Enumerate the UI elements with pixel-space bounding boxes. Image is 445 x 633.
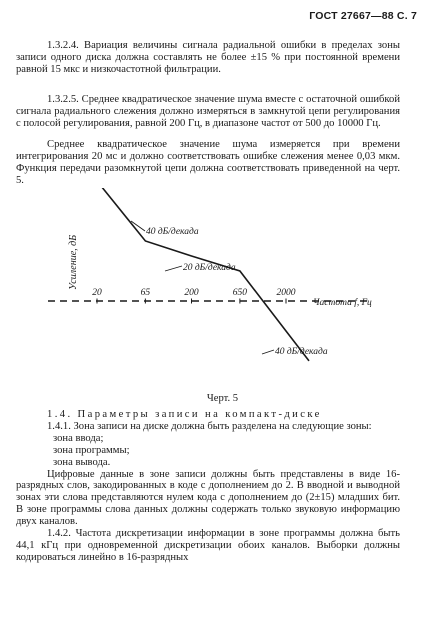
para-1-4-2: 1.4.2. Частота дискретизации информации в зоне программы должна быть 44,1 кГц при одновременной дискретизации обоих каналов. Выборки должны кодироваться линейно в 16-разрядных bbox=[16, 528, 400, 563]
list-item: зона программы; bbox=[53, 444, 130, 456]
para-1-4-1: 1.4.1. Зона записи на диске должна быть разделена на следующие зоны: bbox=[47, 420, 372, 432]
annotation-leader-3 bbox=[262, 350, 274, 354]
para-1-3-2-4: 1.3.2.4. Вариация величины сигнала радиальной ошибки в пределах зоны записи одного диска должна составлять не более ±15 % при постоянной времени равной 15 мкс и низкочастотной фильтрации. bbox=[16, 40, 400, 75]
annotation-slope-2: 20 дБ/декада bbox=[183, 263, 236, 273]
para-noise: Среднее квадратическое значение шума измеряется при времени интегрирования 20 мс и должно соответствовать ошибке слежения менее 0,03 мкм. Функция передачи разомкнутой цепи должна соответствовать приведенной на черт. 5. bbox=[16, 139, 400, 186]
section-title: 1.4. Параметры записи на компакт-диске bbox=[47, 409, 322, 420]
transfer-function-chart bbox=[0, 188, 445, 393]
annotation-leader-2 bbox=[165, 266, 182, 271]
x-tick-label: 650 bbox=[232, 288, 247, 298]
x-axis-label: Частота f, Гц bbox=[313, 298, 372, 308]
x-tick-label: 200 bbox=[184, 288, 199, 298]
x-tick-label: 20 bbox=[92, 288, 102, 298]
section-1-4 bbox=[16, 409, 400, 564]
annotation-slope-1: 40 дБ/декада bbox=[146, 227, 199, 237]
list-item: зона вывода. bbox=[53, 456, 111, 468]
para-digital-data: Цифровые данные в зоне записи должны быть представлены в виде 16-разрядных слов, закодированных в коде с дополнением до 2. В вводной и выводной зонах эти слова представляются нулем кода с дополнением до (2±15) младших бит. В зоне программы слова данных должны содержать только звуковую информацию двух каналов. bbox=[16, 468, 400, 528]
x-tick-label: 65 bbox=[140, 288, 151, 298]
list-item: зона ввода; bbox=[53, 432, 104, 444]
series-line bbox=[97, 188, 309, 361]
figure-caption: Черт. 5 bbox=[206, 393, 239, 404]
para-1-3-2-5: 1.3.2.5. Среднее квадратическое значение шума вместе с остаточной ошибкой сигнала радиального слежения должно измеряться в замкнутой цепи регулирования с полосой регулирования, равной 200 Гц, в диапазоне частот от 500 до 10000 Гц. bbox=[16, 94, 400, 129]
zone-list bbox=[16, 433, 400, 469]
annotation-slope-3: 40 дБ/декада bbox=[275, 347, 328, 357]
x-tick-label: 2000 bbox=[276, 288, 296, 298]
page-header: ГОСТ 27667—88 С. 7 bbox=[309, 10, 417, 22]
y-axis-label: Усиление, дБ bbox=[68, 234, 79, 290]
